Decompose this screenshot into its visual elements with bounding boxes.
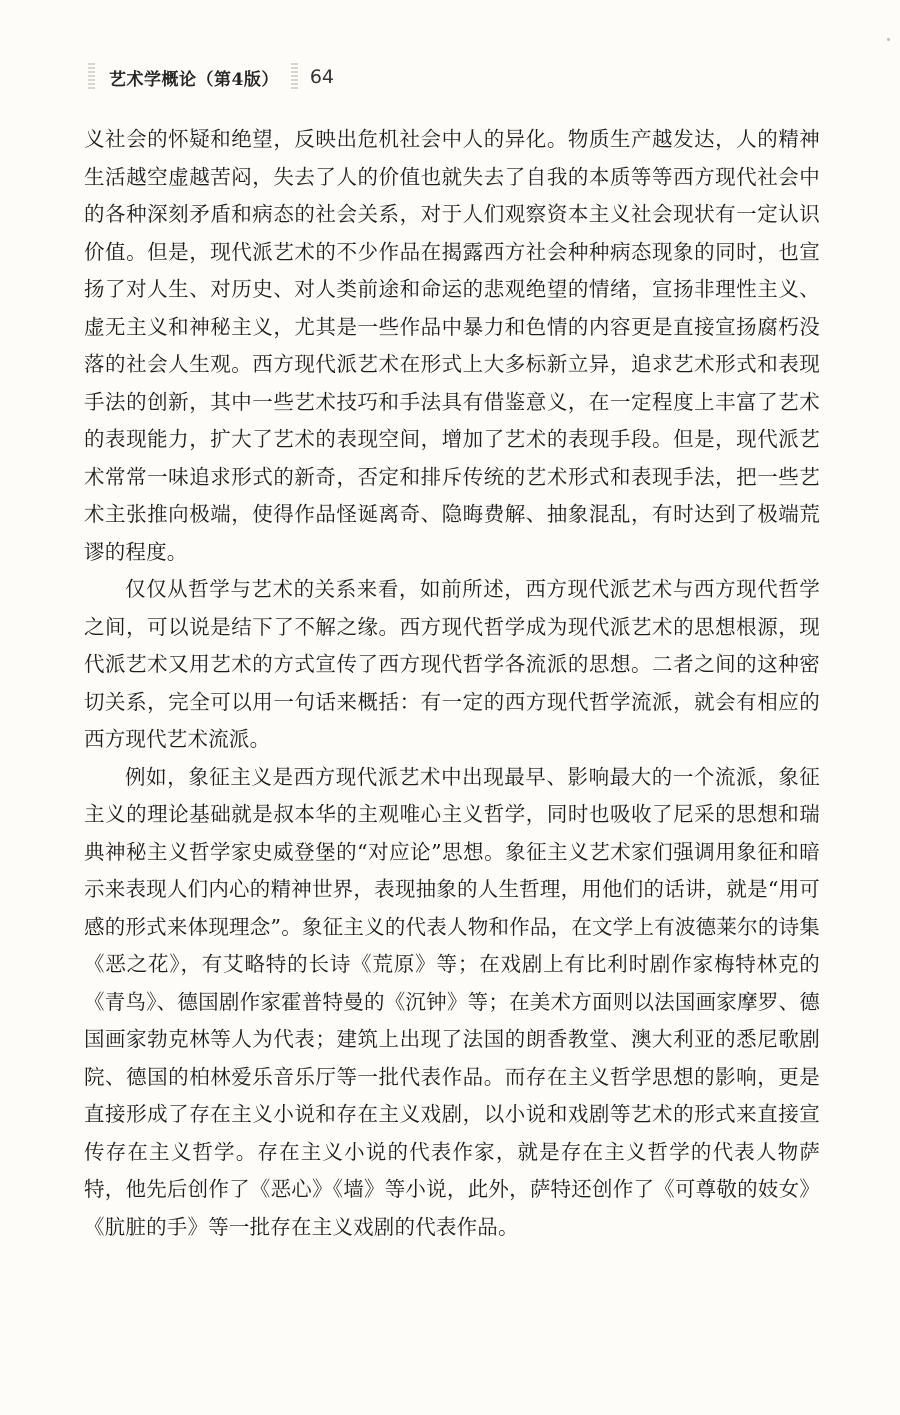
paragraph: 例如，象征主义是西方现代派艺术中出现最早、影响最大的一个流派，象征主义的理论基础就是叔本华的主观唯心主义哲学，同时也吸收了尼采的思想和瑞典神秘主义哲学家史威登堡的“对应论”思想。象征主义艺术家们强调用象征和暗示来表现人们内心的精神世界，表现抽象的人生哲理，用他们的话讲，就是“用可感的形式来体现理念”。象征主义的代表人物和作品，在文学上有波德莱尔的诗集《恶之花》，有艾略特的长诗《荒原》等；在戏剧上有比利时剧作家梅特林克的《青鸟》、德国剧作家霍普特曼的《沉钟》等；在美术方面则以法国画家摩罗、德国画家勃克林等人为代表；建筑上出现了法国的朗香教堂、澳大利亚的悉尼歌剧院、德国的柏林爱乐音乐厅等一批代表作品。而存在主义哲学思想的影响，更是直接形成了存在主义小说和存在主义戏剧，以小说和戏剧等艺术的形式来直接宣传存在主义哲学。存在主义小说的代表作家，就是存在主义哲学的代表人物萨特，他先后创作了《恶心》《墙》等小说，此外，萨特还创作了《可尊敬的妓女》《肮脏的手》等一批存在主义戏剧的代表作品。	[84, 764, 820, 1239]
running-header	[88, 62, 334, 92]
body-text	[84, 121, 820, 1246]
scan-speck	[887, 38, 890, 41]
paragraph: 仅仅从哲学与艺术的关系来看，如前所述，西方现代派艺术与西方现代哲学之间，可以说是结下了不解之缘。西方现代哲学成为现代派艺术的思想根源，现代派艺术又用艺术的方式宣传了西方现代哲学各流派的思想。二者之间的这种密切关系，完全可以用一句话来概括：有一定的西方现代哲学流派，就会有相应的西方现代艺术流派。	[84, 577, 820, 751]
page-number: 64	[309, 66, 335, 88]
paragraph-continued: 义社会的怀疑和绝望，反映出危机社会中人的异化。物质生产越发达，人的精神生活越空虚越苦闷，失去了人的价值也就失去了自我的本质等等西方现代社会中的各种深刻矛盾和病态的社会关系，对于人们观察资本主义社会现状有一定认识价值。但是，现代派艺术的不少作品在揭露西方社会种种病态现象的同时，也宣扬了对人生、对历史、对人类前途和命运的悲观绝望的情绪，宣扬非理性主义、虚无主义和神秘主义，尤其是一些作品中暴力和色情的内容更是直接宣扬腐朽没落的社会人生观。西方现代派艺术在形式上大多标新立异，追求艺术形式和表现手法的创新，其中一些艺术技巧和手法具有借鉴意义，在一定程度上丰富了艺术的表现能力，扩大了艺术的表现空间，增加了艺术的表现手段。但是，现代派艺术常常一味追求形式的新奇，否定和排斥传统的艺术形式和表现手法，把一些艺术主张推向极端，使得作品怪诞离奇、隐晦费解、抽象混乱，有时达到了极端荒谬的程度。	[84, 127, 820, 564]
header-separator-bar	[291, 63, 298, 91]
book-title: 艺术学概论（第4版）	[109, 69, 279, 90]
header-decoration-bar	[88, 63, 95, 91]
